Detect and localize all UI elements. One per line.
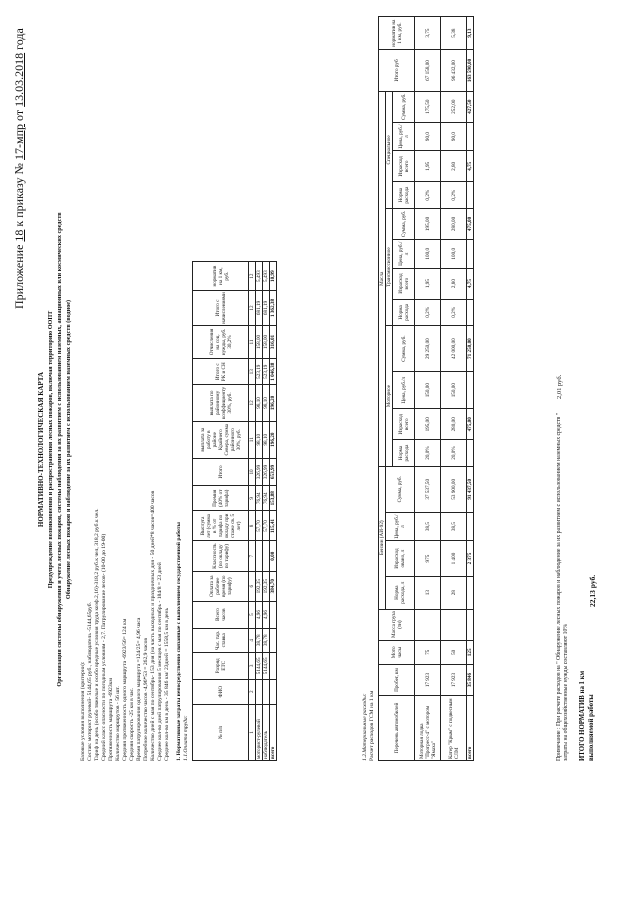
table-cell: 29 250,00 — [415, 326, 441, 372]
table-cell: 3,75 — [415, 17, 441, 50]
table-cell: 1,95 — [415, 151, 441, 182]
table-cell: 0,2% — [441, 299, 467, 326]
table-cell: 98,10 — [256, 385, 263, 421]
table-cell: 158,00 — [263, 325, 270, 359]
col-header: Израсход всего — [393, 151, 415, 182]
col-header: Сумма, руб. — [386, 466, 415, 512]
table-cell: 13 — [415, 576, 441, 609]
total-value: 22,13 руб. — [588, 574, 597, 607]
table-cell: 196,20 — [270, 421, 277, 458]
table-cell: 91 437,50 — [467, 466, 474, 512]
group-header-oils: Масла — [379, 91, 386, 466]
note: Примечание : При расчете расходов на " Обнаружение лесных пожаров и наблюдение за их развитием с использованием наземных средств " затраты на общехозяйственные нужды составляют 10% — [556, 412, 569, 761]
col-header: Сумма, руб. — [393, 326, 415, 372]
table-cell — [270, 628, 277, 652]
col-number: 9 — [249, 486, 256, 511]
table-cell — [263, 679, 270, 704]
table-cell: 57,70 — [256, 511, 263, 541]
group-header-motor: Моторное — [386, 326, 393, 467]
table-cell — [467, 609, 474, 640]
table-cell: 98,10 — [256, 421, 263, 458]
table-row-total — [467, 17, 474, 761]
table-cell: 475,00 — [467, 409, 474, 440]
table-cell — [441, 609, 467, 640]
col-header: Час. тар. ставка — [193, 628, 249, 652]
table-cell: 427,50 — [467, 91, 474, 122]
table-cell: 2,80 — [441, 268, 467, 299]
table-cell: 71 250,00 — [467, 326, 474, 372]
col-header: Масса груза (тн) — [379, 609, 415, 640]
table-cell — [270, 653, 277, 680]
table-cell: Моторная лодка "Прогресс-4" с мотором "Ямаха" — [415, 695, 441, 760]
table-cell: 163 590,00 — [467, 50, 474, 92]
table-cell: 0,2% — [441, 182, 467, 209]
table-cell: 2,80 — [441, 151, 467, 182]
col-header: № п/п — [193, 704, 249, 760]
base-condition-line: Тариф на день (особо тяжелые и особо вредные условия труда коэф.2,16)-318,2 руб.к чел, 318,2 руб.к чел. — [94, 508, 100, 761]
table-cell: 5144,65 — [256, 653, 263, 680]
table-cell: Катер "Крым" с подвесным СЛМ — [441, 695, 467, 760]
table-cell: 326,99 — [263, 458, 270, 485]
col-header: Классность (по окладу по тарифу) — [193, 541, 249, 571]
table-cell — [467, 440, 474, 467]
col-header: Норма расхода — [393, 182, 415, 209]
col-header: Итого — [193, 458, 249, 485]
table-cell: 67 158,00 — [415, 50, 441, 92]
col-header: Цена, руб./л — [386, 512, 415, 541]
table-cell — [467, 122, 474, 151]
table-cell: 100,0 — [415, 239, 441, 268]
table-cell: 681,19 — [263, 291, 270, 325]
section2-heading: 1.2.Материальные расходы: — [362, 693, 368, 761]
table-cell: 0,2% — [415, 182, 441, 209]
group-header-trans: Трансмиссионное — [386, 208, 393, 325]
col-header: норматив на 1 км, руб. — [379, 17, 415, 50]
col-header: Сумма, руб. — [393, 91, 415, 122]
table-cell: 125 — [467, 640, 474, 665]
col-header: Итого руб — [379, 50, 415, 92]
table-cell: 5,38 — [441, 17, 467, 50]
col-header: выплата за работу в районе Крайнего Севера, сумма районного 30%, руб. — [193, 421, 249, 458]
col-number: 10 — [249, 458, 256, 485]
subtitle-2: Организация системы обнаружения и учета лесных пожаров, системы наблюдения за их развитием с использованием наземных, авиационных или космических средств — [56, 212, 63, 687]
table-cell: 384,70 — [270, 571, 277, 601]
section1-title — [176, 522, 190, 761]
col-header: Израсход всего — [393, 409, 415, 440]
table-cell: 115,41 — [270, 511, 277, 541]
table-cell: 17 923 — [415, 665, 441, 696]
total-label: ИТОГО НОРМАТИВ на 1 км выполняемой работы — [579, 670, 595, 761]
table-cell: наблюдатель — [263, 704, 270, 760]
table-cell: 35 846 — [467, 665, 474, 696]
order-number: 17-мпр — [12, 123, 26, 160]
table-cell — [415, 609, 441, 640]
header-from: от — [12, 109, 26, 121]
base-condition-line: Протяженность маршрута -6923км — [108, 678, 114, 761]
col-header: Премия (40% от тарифа) — [193, 486, 249, 511]
table-cell — [256, 541, 263, 571]
table-cell: 10,99 — [270, 262, 277, 291]
table-cell: 252,00 — [441, 91, 467, 122]
subtitle-3: Обнаружение лесных пожаров и наблюдение за их развитием с использованием наземных средств (водное) — [65, 299, 72, 600]
base-condition-line: Базовые условия выполнения (критерии): — [80, 661, 86, 761]
table-cell — [263, 541, 270, 571]
section1-subheading: 1.1.Оплата труда: — [183, 715, 189, 761]
section2-subheading: Расчет расходов ГСМ на 1 км — [369, 690, 375, 761]
table-cell: 1,95 — [415, 268, 441, 299]
table-cell: 37 537,50 — [415, 466, 441, 512]
table-cell: 20,0% — [441, 440, 467, 467]
col-header: Перечень автомобилей — [379, 695, 415, 760]
col-number: 13 — [249, 359, 256, 385]
table-cell: 20,0% — [415, 440, 441, 467]
col-number: 12 — [249, 385, 256, 421]
col-number: 6 — [249, 571, 256, 601]
table-cell: 4,96 — [263, 601, 270, 628]
table-cell: 523,19 — [263, 359, 270, 385]
table-cell: 192,35 — [256, 571, 263, 601]
col-header: Норма расхода, л — [386, 576, 415, 609]
table-cell: 100,0 — [441, 239, 467, 268]
table-cell — [467, 512, 474, 541]
col-header: Цена, руб./л — [393, 239, 415, 268]
table-cell: 316,01 — [270, 325, 277, 359]
header-prefix: Приложение — [12, 244, 26, 309]
col-number: 1 — [249, 704, 256, 760]
group-header-special: Специальное — [386, 91, 393, 208]
col-header: выплата по районному коэффициенту 30%, руб. — [193, 385, 249, 421]
base-conditions — [80, 491, 171, 761]
table-cell: 175,50 — [415, 91, 441, 122]
order-date: 13.03.2018 — [12, 52, 26, 107]
col-header: Израсход всего — [393, 268, 415, 299]
table-cell: 681,19 — [256, 291, 263, 325]
table-cell: 150,00 — [415, 372, 441, 409]
table-cell: 523,19 — [256, 359, 263, 385]
col-header: Сумма, руб. — [393, 208, 415, 239]
fuel-table — [378, 16, 474, 761]
table-cell: 38,78 — [263, 628, 270, 652]
table-cell: 38,5 — [441, 512, 467, 541]
base-condition-line: Средняя скорость -25 км в час. — [129, 687, 135, 761]
table-cell: 50 — [441, 640, 467, 665]
table-cell: 196,20 — [270, 385, 277, 421]
col-header: Разряд ЕТС — [193, 653, 249, 680]
col-header: ФИО — [193, 679, 249, 704]
table-row — [256, 262, 263, 761]
col-number: 8 — [249, 511, 256, 541]
table-cell: 4,75 — [467, 268, 474, 299]
table-cell: 2 375 — [467, 541, 474, 576]
table-cell: 280,00 — [441, 208, 467, 239]
col-header: Норма расхода — [393, 299, 415, 326]
table-cell — [467, 182, 474, 209]
header-year: года — [12, 28, 26, 50]
table-row — [441, 17, 467, 761]
table-cell: 76,94 — [256, 486, 263, 511]
base-condition-line: Средняя протяженность одного маршрута -6923/56= 124 км — [122, 618, 128, 761]
table-cell: 1 362,38 — [270, 291, 277, 325]
table-cell: 38,5 — [415, 512, 441, 541]
section2-title — [362, 691, 376, 761]
col-header: норматив на 1 км, руб. — [193, 262, 249, 291]
subtitle-1: Предупреждение возникновения и распространения лесных пожаров, включая территорию ООПТ — [47, 310, 54, 589]
table-cell: всего — [467, 695, 474, 760]
table-cell: 17 923 — [441, 665, 467, 696]
table-cell: 57,70 — [263, 511, 270, 541]
table-cell: 158,00 — [256, 325, 263, 359]
table-row — [263, 262, 270, 761]
col-header: Оплата за рабочее время (по тарифу) — [193, 571, 249, 601]
table-cell: 653,99 — [270, 458, 277, 485]
col-header: Отчисления на соц. нужды, руб. 30,2% — [193, 325, 249, 359]
table-cell: 5144,65 — [263, 653, 270, 680]
table-cell: 195,00 — [415, 409, 441, 440]
col-header: Итого с РК и СН — [193, 359, 249, 385]
table-row — [415, 17, 441, 761]
table-cell — [270, 679, 277, 704]
base-condition-line: Средний класс опасности по погодным условиям - 2,7. Патрулирование лесов- (10-00 до 19-00) — [101, 533, 107, 761]
col-number: 5 — [249, 601, 256, 628]
table-cell: 280,00 — [441, 409, 467, 440]
col-header: Норма расхода — [393, 440, 415, 467]
col-header: Цена, руб./л — [393, 122, 415, 151]
table-cell — [467, 239, 474, 268]
col-number: 4 — [249, 628, 256, 652]
table-cell: 76,94 — [263, 486, 270, 511]
col-number: 12 — [249, 291, 256, 325]
table-cell: 195,00 — [415, 208, 441, 239]
col-number: 3 — [249, 653, 256, 680]
table-cell: всего — [270, 704, 277, 760]
col-number: 11 — [249, 421, 256, 458]
col-number: 7 — [249, 541, 256, 571]
col-number: 2 — [249, 679, 256, 704]
appendix-number: 18 — [12, 229, 26, 242]
table-cell: 38,78 — [256, 628, 263, 652]
col-header: Всего часов — [193, 601, 249, 628]
col-header: Цена, руб./л — [393, 372, 415, 409]
table-cell: 90,0 — [415, 122, 441, 151]
col-header: Мото часы — [379, 640, 415, 665]
col-number: 11 — [249, 325, 256, 359]
table-cell: 1 046,38 — [270, 359, 277, 385]
table-cell: 326,99 — [256, 458, 263, 485]
table-cell: 9,13 — [467, 17, 474, 50]
col-header: Пробег, км — [379, 665, 415, 696]
table-cell: 4,75 — [467, 151, 474, 182]
table-row-total — [270, 262, 277, 761]
appendix-header — [12, 28, 26, 309]
table-cell: 96 432,00 — [441, 50, 467, 92]
section1-heading: 1. Нормативные затраты непосредственно связанные с выполнением государственной работы — [176, 522, 182, 761]
table-cell — [467, 372, 474, 409]
col-number: 12 — [249, 262, 256, 291]
table-cell: 90,0 — [441, 122, 467, 151]
table-cell — [256, 679, 263, 704]
col-header: Выслуга лет (сумма в % от тарифа по окладу при стаже св. 5 лет) — [193, 511, 249, 541]
table-cell: 475,00 — [467, 208, 474, 239]
table-cell: 98,10 — [263, 421, 270, 458]
table-cell: 4,96 — [256, 601, 263, 628]
base-condition-line: Среднее кол-во дней патрулирования 5 месяцев с мая по сентябрь - 184/8 = 23 дней — [157, 562, 163, 761]
col-header: Итого с начислениями — [193, 291, 249, 325]
table-cell: 153,88 — [270, 486, 277, 511]
col-header: Израсход овано, л — [386, 541, 415, 576]
table-cell: 5,493 — [256, 262, 263, 291]
table-cell: 98,10 — [263, 385, 270, 421]
table-cell — [467, 299, 474, 326]
table-cell: 75 — [415, 640, 441, 665]
group-header-fuel: Бензин (АИ-92) — [379, 466, 386, 609]
table-cell — [467, 576, 474, 609]
table-cell: 192,35 — [263, 571, 270, 601]
table-cell: 0,2% — [415, 299, 441, 326]
base-condition-line: Количество маршрутов - 56 шт. — [115, 686, 121, 761]
base-condition-line: Потребное количество часов -4,96*53 = 262,9 часов — [143, 637, 149, 761]
base-condition-line: Среднее кол-во км в день - 35 846 км/ 23дней = 1558,5 км в день — [164, 607, 170, 761]
table-cell: моторист-рулевой — [256, 704, 263, 760]
table-cell: 975 — [415, 541, 441, 576]
base-condition-line: Количество дней с мая по сентябрь- 153 дня (на часть выходных и праздничных дня - 50 дней*8 часов=400 часов — [150, 490, 156, 761]
table-cell — [270, 601, 277, 628]
table-cell: 0,00 — [270, 541, 277, 571]
labor-table — [192, 261, 277, 761]
page-title: НОРМАТИВНО-ТЕХНОЛОГИЧЕСКАЯ КАРТА — [37, 371, 45, 528]
table-cell: 5,493 — [263, 262, 270, 291]
base-condition-line: Время патрулирования одного маршрута =124/25= 4,96 часа — [136, 617, 142, 761]
header-to-order: к приказу № — [12, 163, 26, 227]
table-cell: 28 — [441, 576, 467, 609]
base-condition-line: Состав: моторист рулевой- 5144,65 руб., наблюдатель -5144,65руб. — [87, 601, 93, 761]
table-cell: 42 000,00 — [441, 326, 467, 372]
table-cell: 150,00 — [441, 372, 467, 409]
note-value: 2,01 руб. — [556, 374, 563, 399]
table-cell: 1 400 — [441, 541, 467, 576]
table-cell: 53 900,00 — [441, 466, 467, 512]
